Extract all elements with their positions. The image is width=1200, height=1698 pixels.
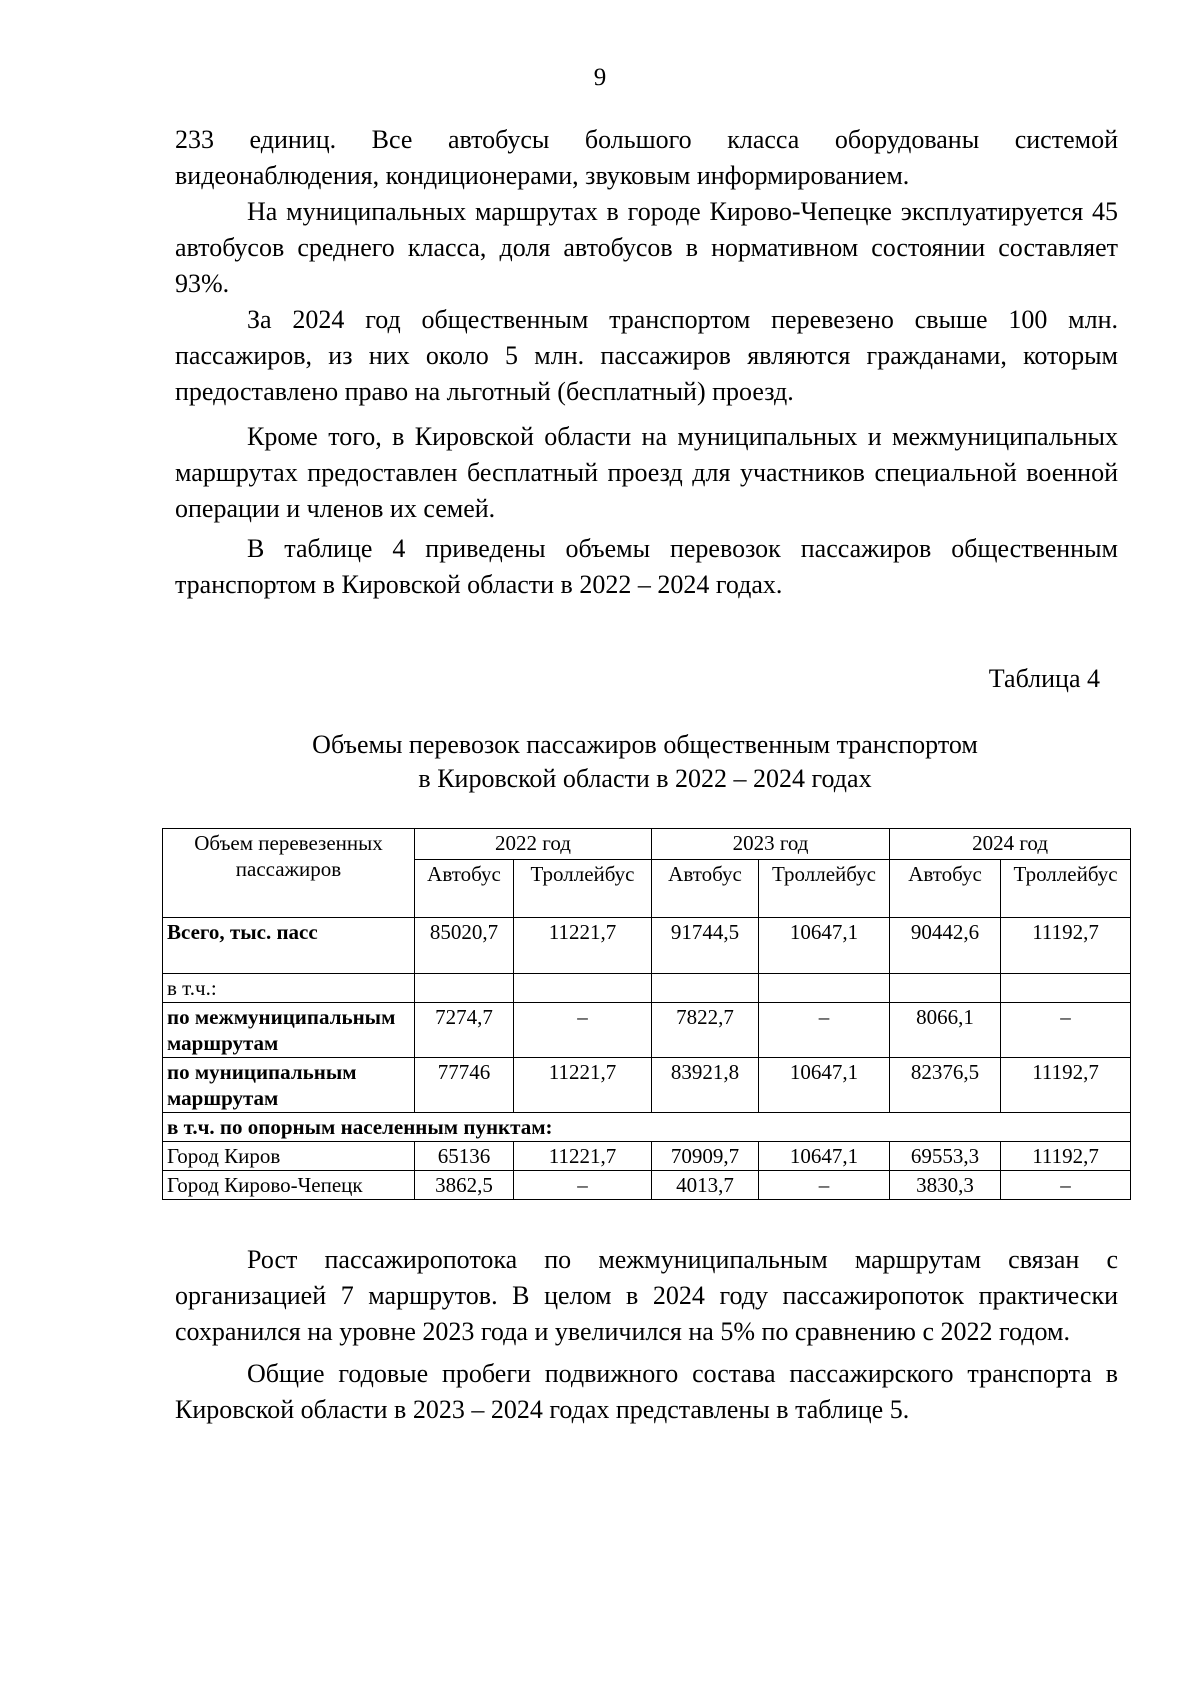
page-number: 9 — [593, 64, 607, 91]
row-label: Город Киров — [163, 1142, 415, 1171]
body-text-top — [175, 122, 1118, 603]
vehicle-header: Троллейбус — [1001, 860, 1131, 918]
table-cell: 10647,1 — [759, 1142, 890, 1171]
table-section-row — [163, 1113, 1131, 1142]
table-cell — [415, 974, 514, 1003]
table-title-line: в Кировской области в 2022 – 2024 годах — [418, 764, 872, 793]
table-cell: 65136 — [415, 1142, 514, 1171]
row-label: по муниципальным маршрутам — [163, 1058, 415, 1113]
table-row — [163, 1171, 1131, 1200]
paragraph: Рост пассажиропотока по межмуниципальным маршрутам связан с организацией 7 маршрутов. В целом в 2024 году пассажиропоток практически сохранился на уровне 2023 года и увеличился на 5% по сравнению с 2022 годом. — [175, 1245, 1118, 1346]
table-cell: – — [1001, 1171, 1131, 1200]
vehicle-header: Автобус — [890, 860, 1001, 918]
row-label: Всего, тыс. пасс — [163, 918, 415, 974]
table-row — [163, 1003, 1131, 1058]
paragraph: На муниципальных маршрутах в городе Кирово-Чепецке эксплуатируется 45 автобусов среднего класса, доля автобусов в нормативном состоянии составляет 93%. — [175, 197, 1118, 298]
table-cell: 70909,7 — [652, 1142, 759, 1171]
table-cell: 4013,7 — [652, 1171, 759, 1200]
row-label: в т.ч.: — [163, 974, 415, 1003]
table-cell: – — [759, 1003, 890, 1058]
table-cell: – — [514, 1003, 652, 1058]
paragraph: Кроме того, в Кировской области на муниципальных и межмуниципальных маршрутах предоставлен бесплатный проезд для участников специальной военной операции и членов их семей. — [175, 422, 1118, 523]
table-title — [0, 728, 1200, 796]
table-cell: 90442,6 — [890, 918, 1001, 974]
table-cell: – — [514, 1171, 652, 1200]
table-cell: – — [1001, 1003, 1131, 1058]
table-cell: 7274,7 — [415, 1003, 514, 1058]
table-cell: 83921,8 — [652, 1058, 759, 1113]
section-label: в т.ч. по опорным населенным пунктам: — [163, 1113, 1131, 1142]
corner-header: Объем перевезенных пассажиров — [163, 829, 415, 918]
table-title-line: Объемы перевозок пассажиров общественным транспортом — [312, 730, 978, 759]
table-cell: 10647,1 — [759, 1058, 890, 1113]
table-cell: – — [759, 1171, 890, 1200]
row-label: по межмуниципальным маршрутам — [163, 1003, 415, 1058]
row-label: Город Кирово-Чепецк — [163, 1171, 415, 1200]
table-cell: 85020,7 — [415, 918, 514, 974]
table-row — [163, 1058, 1131, 1113]
vehicle-header: Троллейбус — [759, 860, 890, 918]
paragraph: 233 единиц. Все автобусы большого класса оборудованы системой видеонаблюдения, кондиционерами, звуковым информированием. — [175, 125, 1118, 190]
table-row — [163, 974, 1131, 1003]
paragraph: Общие годовые пробеги подвижного состава пассажирского транспорта в Кировской области в 2023 – 2024 годах представлены в таблице 5. — [175, 1359, 1118, 1424]
vehicle-header: Автобус — [652, 860, 759, 918]
table-cell: 7822,7 — [652, 1003, 759, 1058]
table-cell: 11192,7 — [1001, 918, 1131, 974]
table-cell — [652, 974, 759, 1003]
table-cell: 82376,5 — [890, 1058, 1001, 1113]
table-cell: 8066,1 — [890, 1003, 1001, 1058]
table-cell: 77746 — [415, 1058, 514, 1113]
vehicle-header: Троллейбус — [514, 860, 652, 918]
table-cell — [759, 974, 890, 1003]
table-row — [163, 918, 1131, 974]
table-cell: 3862,5 — [415, 1171, 514, 1200]
table-cell — [1001, 974, 1131, 1003]
table-cell — [514, 974, 652, 1003]
table-cell: 11192,7 — [1001, 1058, 1131, 1113]
table-cell: 11192,7 — [1001, 1142, 1131, 1171]
table-row — [163, 1142, 1131, 1171]
table-cell: 11221,7 — [514, 1058, 652, 1113]
table-cell: 11221,7 — [514, 1142, 652, 1171]
year-header: 2022 год — [415, 829, 652, 860]
vehicle-header: Автобус — [415, 860, 514, 918]
year-header: 2024 год — [890, 829, 1131, 860]
paragraph: За 2024 год общественным транспортом перевезено свыше 100 млн. пассажиров, из них около 5 млн. пассажиров являются гражданами, которым предоставлено право на льготный (бесплатный) проезд. — [175, 305, 1118, 406]
body-text-bottom — [175, 1242, 1118, 1428]
table-cell: 11221,7 — [514, 918, 652, 974]
table-cell — [890, 974, 1001, 1003]
year-header: 2023 год — [652, 829, 890, 860]
passenger-volume-table — [162, 828, 1131, 1200]
table-cell: 3830,3 — [890, 1171, 1001, 1200]
table-cell: 69553,3 — [890, 1142, 1001, 1171]
table-cell: 10647,1 — [759, 918, 890, 974]
paragraph: В таблице 4 приведены объемы перевозок пассажиров общественным транспортом в Кировской области в 2022 – 2024 годах. — [175, 534, 1118, 599]
table-label: Таблица 4 — [988, 664, 1100, 693]
table-cell: 91744,5 — [652, 918, 759, 974]
